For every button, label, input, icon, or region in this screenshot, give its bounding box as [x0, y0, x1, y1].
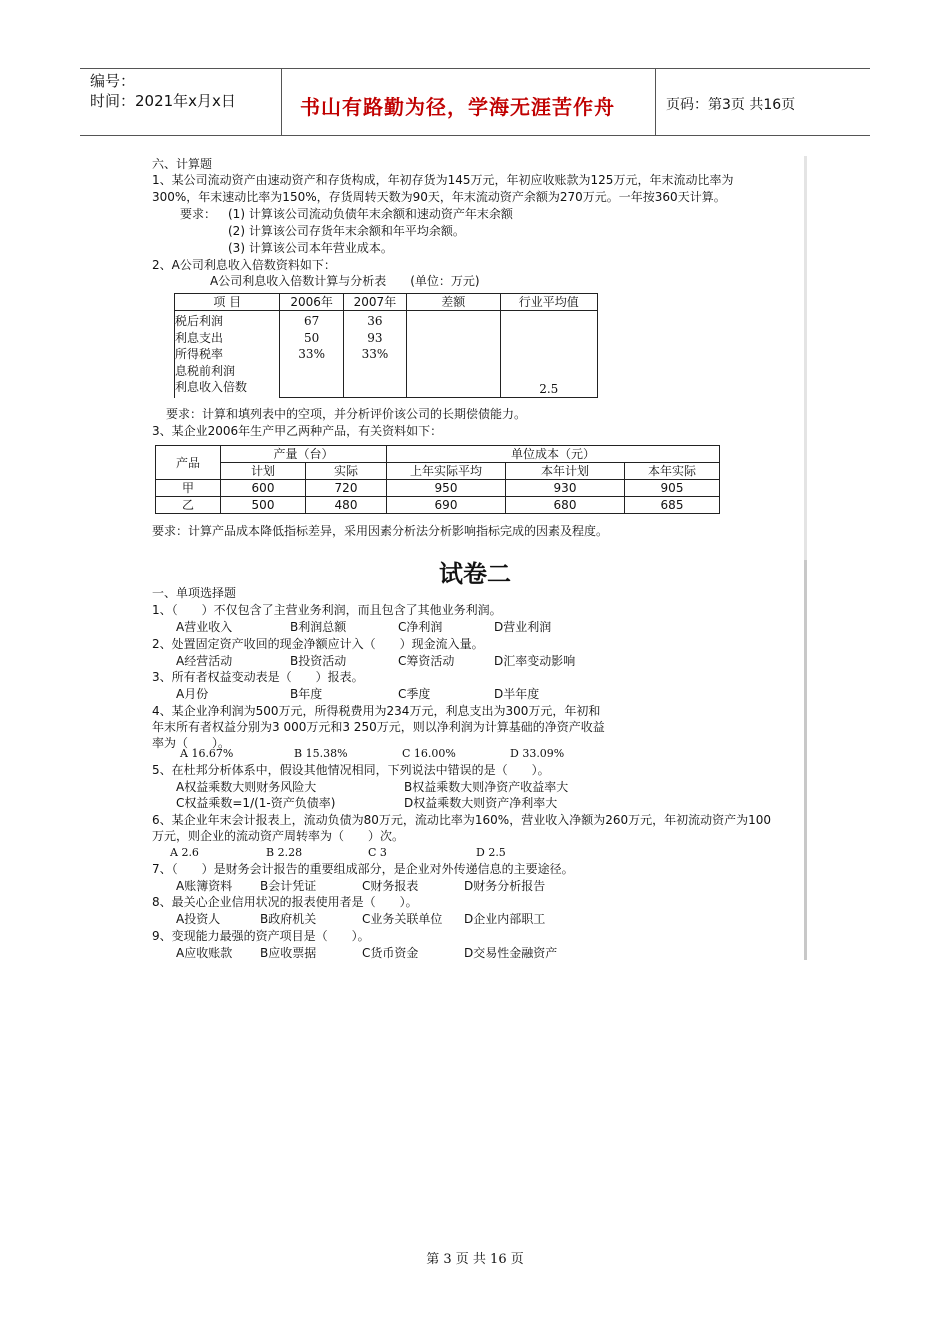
header-number-label: 编号： [90, 72, 136, 90]
header-date: 时间：2021年x月x日 [90, 92, 236, 110]
table-cell: 480 [306, 497, 387, 514]
option: D营业利润 [494, 620, 552, 634]
header-motto: 书山有路勤为径，学海无涯苦作舟 [300, 95, 615, 119]
option: A账簿资料 [176, 879, 233, 893]
interest-coverage-table [174, 293, 598, 398]
table-subheader: 实际 [306, 463, 387, 480]
option: D权益乘数大则资产净利率大 [404, 796, 558, 810]
table-cell: 905 [625, 480, 720, 497]
option: A 16.67% [180, 747, 234, 760]
col-industry-average [500, 311, 597, 398]
table-row [156, 497, 720, 514]
option: B年度 [290, 687, 323, 701]
option: B权益乘数大则净资产收益率大 [404, 780, 569, 794]
table-cell: 680 [506, 497, 625, 514]
paper-title: 试卷二 [439, 559, 511, 588]
row-label: 利息收入倍数 [175, 380, 248, 394]
option: D半年度 [494, 687, 540, 701]
q3-intro: 3、某企业2006年生产甲乙两种产品，有关资料如下： [152, 424, 443, 438]
table-subheader: 上年实际平均 [387, 463, 506, 480]
option: C净利润 [398, 620, 443, 634]
option: B会计凭证 [260, 879, 317, 893]
question-stem: 3、所有者权益变动表是（ ）报表。 [152, 670, 364, 684]
option: B投资活动 [290, 654, 347, 668]
option: D 2.5 [476, 846, 506, 859]
q1-requirement-label: 要求： [180, 207, 217, 221]
table-cell: 930 [506, 480, 625, 497]
option: B 15.38% [294, 747, 348, 760]
option: A 2.6 [170, 846, 199, 859]
option: C 16.00% [402, 747, 456, 760]
table-header: 产量（台） [221, 446, 387, 463]
table-cell: 93 [367, 330, 383, 345]
question-stem: 1、（ ）不仅包含了主营业务利润，而且包含了其他业务利润。 [152, 603, 502, 617]
question-stem: 2、处置固定资产收回的现金净额应计入（ ）现金流入量。 [152, 637, 484, 651]
table-subheader: 本年实际 [625, 463, 720, 480]
row-label: 息税前利润 [175, 363, 236, 378]
table-row [156, 480, 720, 497]
question-stem: 8、最关心企业信用状况的报表使用者是（ ）。 [152, 895, 418, 909]
table-cell: 36 [367, 314, 383, 328]
row-label: 所得税率 [175, 347, 224, 361]
option: C权益乘数=1/(1-资产负债率) [176, 796, 336, 810]
table-cell: 2.5 [539, 381, 559, 396]
header-divider [655, 68, 656, 135]
table-cell: 600 [221, 480, 306, 497]
header-page-number: 页码：第3页 共16页 [666, 97, 796, 113]
option: C财务报表 [362, 879, 419, 893]
header-divider [281, 68, 282, 135]
table-cell: 33% [298, 347, 325, 361]
table-cell: 500 [221, 497, 306, 514]
option: D 33.09% [510, 747, 565, 760]
option: B政府机关 [260, 912, 317, 926]
table-cell: 950 [387, 480, 506, 497]
row-label: 税后利润 [175, 314, 224, 328]
question-stem: 万元，则企业的流动资产周转率为（ ）次。 [152, 829, 405, 843]
table-header: 2007年 [343, 294, 406, 311]
header-top-rule [80, 68, 870, 69]
question-stem: 9、变现能力最强的资产项目是（ ）。 [152, 929, 370, 943]
table-subheader: 计划 [221, 463, 306, 480]
table-subheader: 本年计划 [506, 463, 625, 480]
option: A月份 [176, 687, 209, 701]
table-cell: 乙 [156, 497, 221, 514]
question-stem: 年末所有者权益分别为3 000万元和3 250万元，则以净利润为计算基础的净资产收益 [152, 720, 605, 734]
col-difference [407, 311, 500, 398]
q1-requirement: (2) 计算该公司存货年末余额和年平均余额。 [228, 224, 465, 238]
table-header: 产品 [156, 446, 221, 480]
table-cell: 33% [361, 347, 389, 361]
row-labels [175, 311, 280, 398]
option: D财务分析报告 [464, 879, 546, 893]
option: C货币资金 [362, 946, 419, 960]
table-cell: 50 [303, 330, 320, 345]
option: A投资人 [176, 912, 221, 926]
option: B 2.28 [266, 846, 303, 859]
table-header: 差额 [407, 294, 500, 311]
option: C季度 [398, 687, 431, 701]
section-title: 一、单项选择题 [152, 586, 237, 600]
q2-intro: 2、A公司利息收入倍数资料如下： [152, 258, 336, 272]
q3-requirement: 要求：计算产品成本降低指标差异，采用因素分析法分析影响指标完成的因素及程度。 [152, 524, 609, 538]
table-cell: 67 [303, 314, 320, 328]
table-header: 2006年 [280, 294, 343, 311]
question-stem: 6、某企业年末会计报表上，流动负债为80万元，流动比率为160%，营业收入净额为260万元，年初流动资产为100 [152, 813, 772, 827]
q1-requirement: (1) 计算该公司流动负债年末余额和速动资产年末余额 [228, 207, 513, 221]
q1-requirement: (3) 计算该公司本年营业成本。 [228, 241, 393, 255]
option: A经营活动 [176, 654, 233, 668]
option: A权益乘数大则财务风险大 [176, 780, 317, 794]
header-bottom-rule [80, 135, 870, 136]
section-title: 六、计算题 [152, 157, 213, 171]
option: C筹资活动 [398, 654, 455, 668]
option: C 3 [368, 846, 387, 859]
option: D汇率变动影响 [494, 654, 576, 668]
row-label: 利息支出 [175, 330, 224, 345]
question-stem: 5、在杜邦分析体系中，假设其他情况相同，下列说法中错误的是（ ）。 [152, 763, 550, 777]
table-cell: 690 [387, 497, 506, 514]
product-cost-table [155, 445, 720, 514]
table-header: 单位成本（元） [387, 446, 720, 463]
option: A营业收入 [176, 620, 233, 634]
question-stem: 4、某企业净利润为500万元，所得税费用为234万元，利息支出为300万元，年初和 [152, 704, 601, 718]
scrollbar-thumb [804, 560, 807, 960]
q1-line: 300%，年末速动比率为150%，存货周转天数为90天，年末流动资产余额为270万元。一年按360天计算。 [152, 190, 726, 204]
question-stem: 7、（ ）是财务会计报告的重要组成部分，是企业对外传递信息的主要途径。 [152, 862, 574, 876]
table-cell: 甲 [156, 480, 221, 497]
q2-requirement: 要求：计算和填列表中的空项，并分析评价该公司的长期偿债能力。 [166, 407, 527, 421]
table-header: 项 目 [175, 294, 280, 311]
question-stem: 率为（ ）。 [152, 736, 231, 750]
table-header: 行业平均值 [500, 294, 597, 311]
q1-line: 1、某公司流动资产由速动资产和存货构成，年初存货为145万元，年初应收账款为125万元，年末流动比率为 [152, 173, 734, 187]
table-cell: 685 [625, 497, 720, 514]
option: A应收账款 [176, 946, 233, 960]
option: B利润总额 [290, 620, 347, 634]
table-cell: 720 [306, 480, 387, 497]
option: B应收票据 [260, 946, 317, 960]
option: D交易性金融资产 [464, 946, 558, 960]
option: C业务关联单位 [362, 912, 443, 926]
col-2007 [343, 311, 406, 398]
col-2006 [280, 311, 343, 398]
page-footer: 第 3 页 共 16 页 [426, 1252, 524, 1267]
q2-table-title: A公司利息收入倍数计算与分析表 (单位：万元) [210, 274, 480, 288]
option: D企业内部职工 [464, 912, 546, 926]
